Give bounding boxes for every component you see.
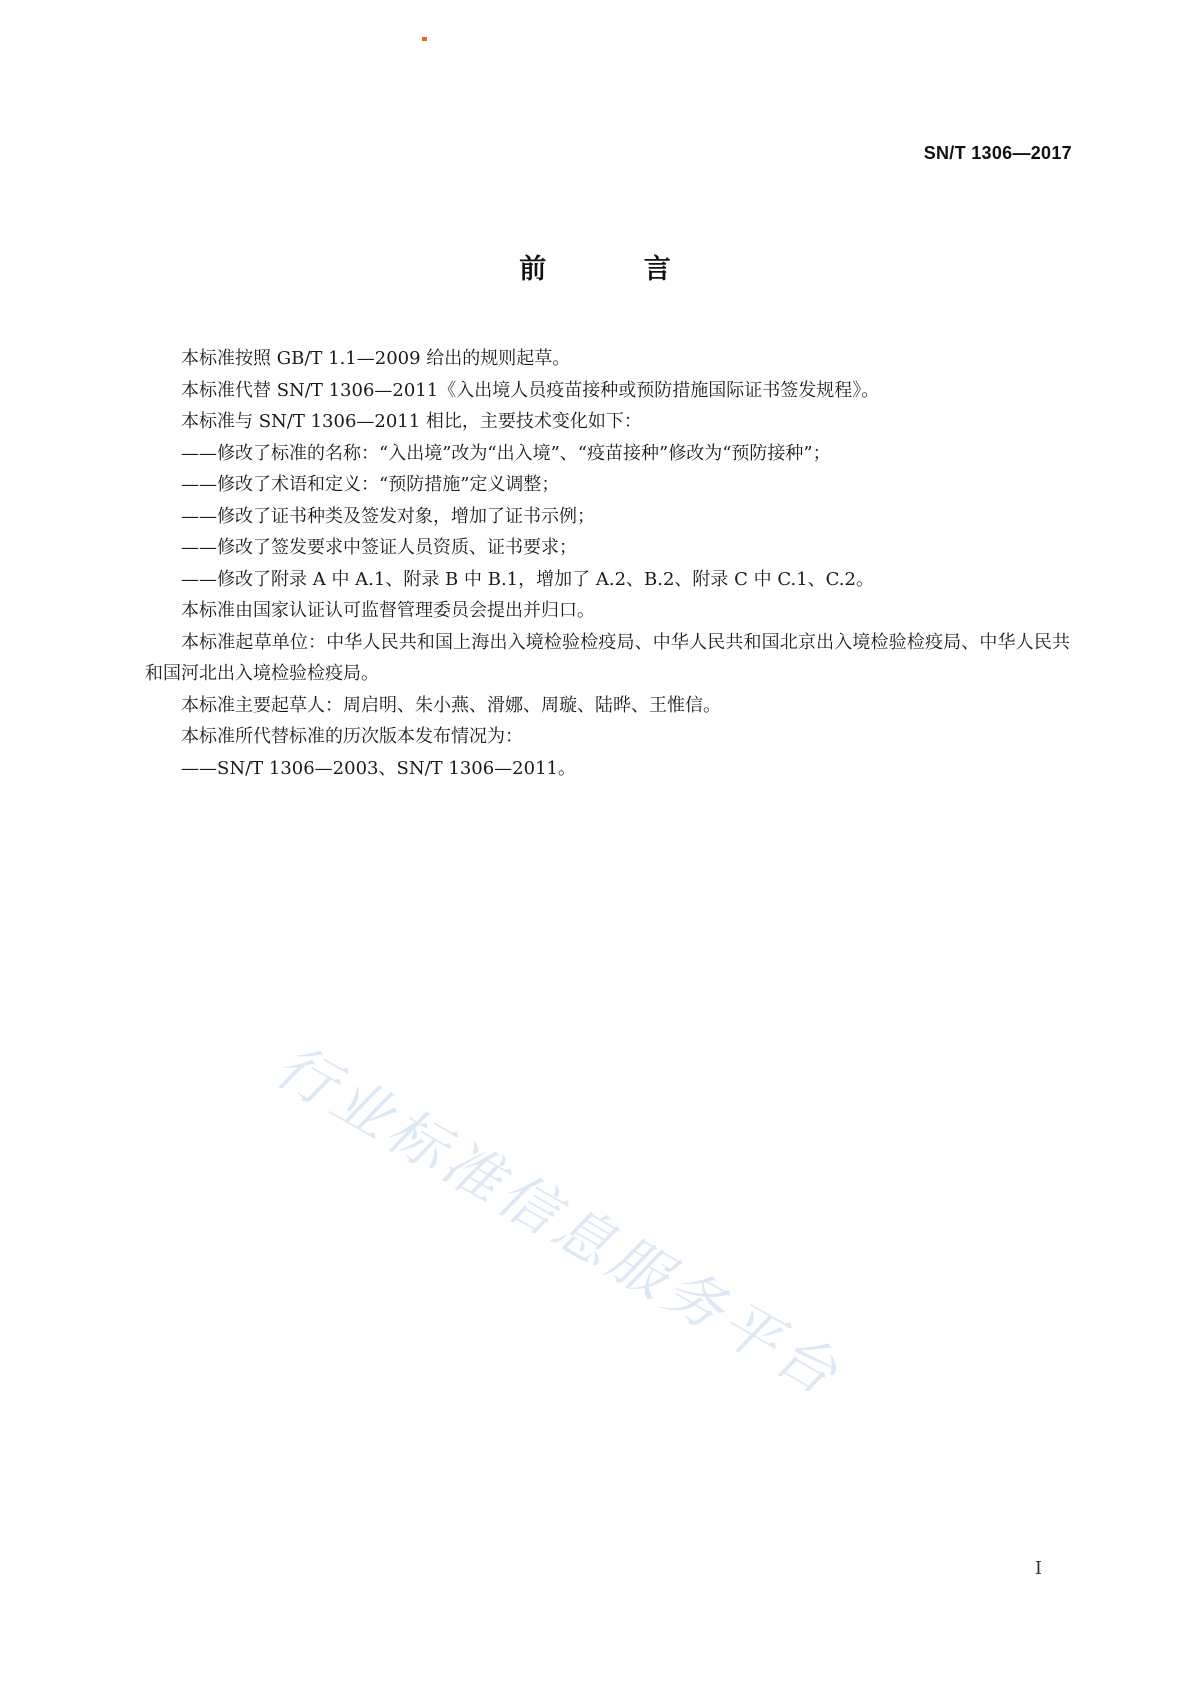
change-item: ——修改了标准的名称：“入出境”改为“出入境”、“疫苗接种”修改为“预防接种”； (181, 442, 831, 464)
paragraph-changes-intro: 本标准与 SN/T 1306—2011 相比，主要技术变化如下： (181, 411, 642, 432)
paragraph-history-intro: 本标准所代替标准的历次版本发布情况为： (181, 726, 523, 747)
standard-code: SN/T 1306—2017 (923, 143, 1072, 163)
corner-mark (422, 37, 427, 41)
paragraph-replaces: 本标准代替 SN/T 1306—2011《入出境人员疫苗接种或预防措施国际证书签发规程》。 (181, 379, 880, 401)
history-item: ——SN/T 1306—2003、SN/T 1306—2011。 (181, 757, 576, 779)
change-item: ——修改了附录 A 中 A.1、附录 B 中 B.1，增加了 A.2、B.2、附录 C 中 C.1、C.2。 (181, 568, 874, 590)
paragraph-proposer: 本标准由国家认证认可监督管理委员会提出并归口。 (181, 600, 595, 621)
paragraph-drafting-rules: 本标准按照 GB/T 1.1—2009 给出的规则起草。 (181, 348, 571, 369)
watermark: 行业标准信息服务平台 (264, 1031, 853, 1411)
paragraph-drafting-units: 本标准起草单位：中华人民共和国上海出入境检验检疫局、中华人民共和国北京出入境检验检疫局、中华人民共和国河北出入境检验检疫局。 (145, 631, 1070, 684)
page-number: I (1034, 1558, 1042, 1579)
page-title: 前 言 (519, 254, 715, 285)
foreword-body (145, 343, 1070, 784)
change-item: ——修改了签发要求中签证人员资质、证书要求； (181, 537, 577, 558)
change-item: ——修改了证书种类及签发对象，增加了证书示例； (181, 505, 595, 527)
paragraph-drafters: 本标准主要起草人：周启明、朱小燕、滑娜、周璇、陆晔、王惟信。 (181, 694, 721, 716)
change-item: ——修改了术语和定义：“预防措施”定义调整； (181, 474, 560, 495)
